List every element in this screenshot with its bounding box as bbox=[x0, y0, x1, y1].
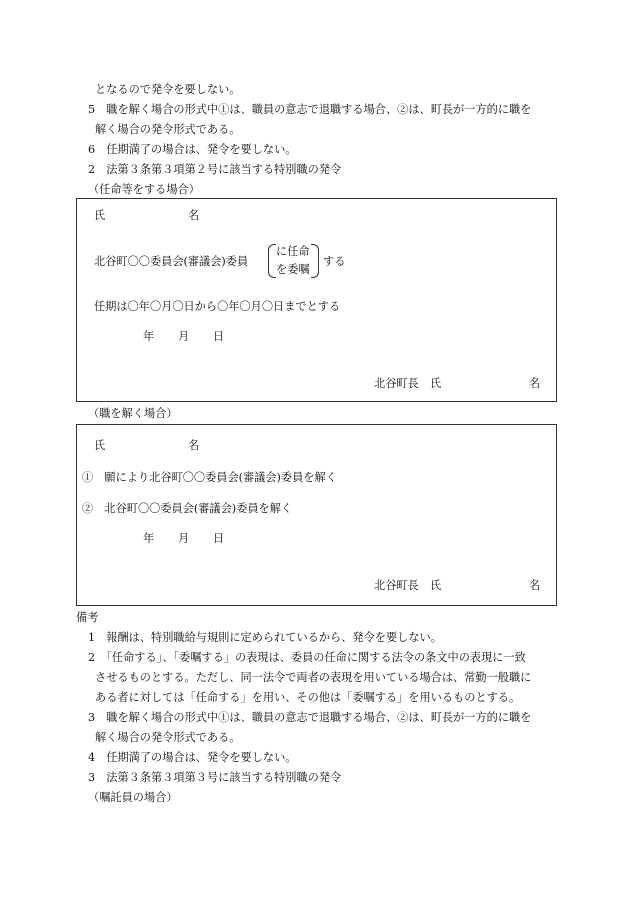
bracket-right bbox=[311, 244, 319, 278]
appointment-suffix: する bbox=[323, 255, 346, 268]
signature-mei: 名 bbox=[529, 579, 541, 592]
date-month: 月 bbox=[178, 532, 190, 545]
note-line: 1 報酬は、特別職給与規則に定められているから、発令を要しない。 bbox=[88, 631, 442, 644]
dismissal-item-2: ② 北谷町〇〇委員会(審議会)委員を解く bbox=[82, 502, 293, 515]
name-label-mei: 名 bbox=[188, 209, 200, 222]
date-day: 日 bbox=[213, 532, 225, 545]
date-year: 年 bbox=[143, 330, 155, 343]
signature-title: 北谷町長 氏 bbox=[374, 377, 442, 390]
dismissal-form-box bbox=[76, 424, 557, 606]
date-day: 日 bbox=[213, 330, 225, 343]
text-line: となるので発令を要しない。 bbox=[95, 83, 241, 96]
note-line: ある者に対しては「任命する」を用い、その他は「委嘱する」を用いるものとする。 bbox=[95, 691, 521, 704]
text-line: 6 任期満了の場合は、発令を要しない。 bbox=[88, 143, 297, 156]
note-line: 4 任期満了の場合は、発令を要しない。 bbox=[88, 751, 297, 764]
note-line: 3 職を解く場合の形式中①は、職員の意志で退職する場合、②は、町長が一方的に職を bbox=[88, 711, 532, 724]
appointment-option-ninmei: に任命 bbox=[276, 245, 310, 258]
text-line: 解く場合の発令形式である。 bbox=[95, 123, 241, 136]
note-line: させるものとする。ただし、同一法令で両者の表現を用いている場合は、常勤一般職に bbox=[95, 671, 532, 684]
signature-mei: 名 bbox=[529, 377, 541, 390]
notes-heading: 備考 bbox=[76, 611, 99, 624]
appointment-text: 北谷町〇〇委員会(審議会)委員 bbox=[94, 255, 249, 268]
date-month: 月 bbox=[178, 330, 190, 343]
dismissal-item-1: ① 願により北谷町〇〇委員会(審議会)委員を解く bbox=[82, 471, 337, 484]
name-label-mei: 名 bbox=[188, 439, 200, 452]
section-heading: 2 法第３条第３項第２号に該当する特別職の発令 bbox=[88, 163, 342, 176]
section-heading: 3 法第３条第３項第３号に該当する特別職の発令 bbox=[88, 771, 342, 784]
note-line: 2 「任命する」、「委嘱する」の表現は、委員の任命に関する法令の条文中の表現に一致 bbox=[88, 651, 526, 664]
term-text: 任期は〇年〇月〇日から〇年〇月〇日までとする bbox=[94, 300, 341, 313]
sub-heading: （職を解く場合） bbox=[88, 407, 178, 420]
name-label-shi: 氏 bbox=[94, 209, 106, 222]
bracket-left bbox=[268, 244, 276, 278]
sub-heading: （任命等をする場合） bbox=[88, 183, 200, 196]
sub-heading: （嘱託員の場合） bbox=[88, 791, 178, 804]
date-year: 年 bbox=[143, 532, 155, 545]
note-line: 解く場合の発令形式である。 bbox=[95, 731, 241, 744]
name-label-shi: 氏 bbox=[94, 439, 106, 452]
signature-title: 北谷町長 氏 bbox=[374, 579, 442, 592]
appointment-option-ishoku: を委嘱 bbox=[276, 263, 310, 276]
text-line: 5 職を解く場合の形式中①は、職員の意志で退職する場合、②は、町長が一方的に職を bbox=[88, 103, 532, 116]
